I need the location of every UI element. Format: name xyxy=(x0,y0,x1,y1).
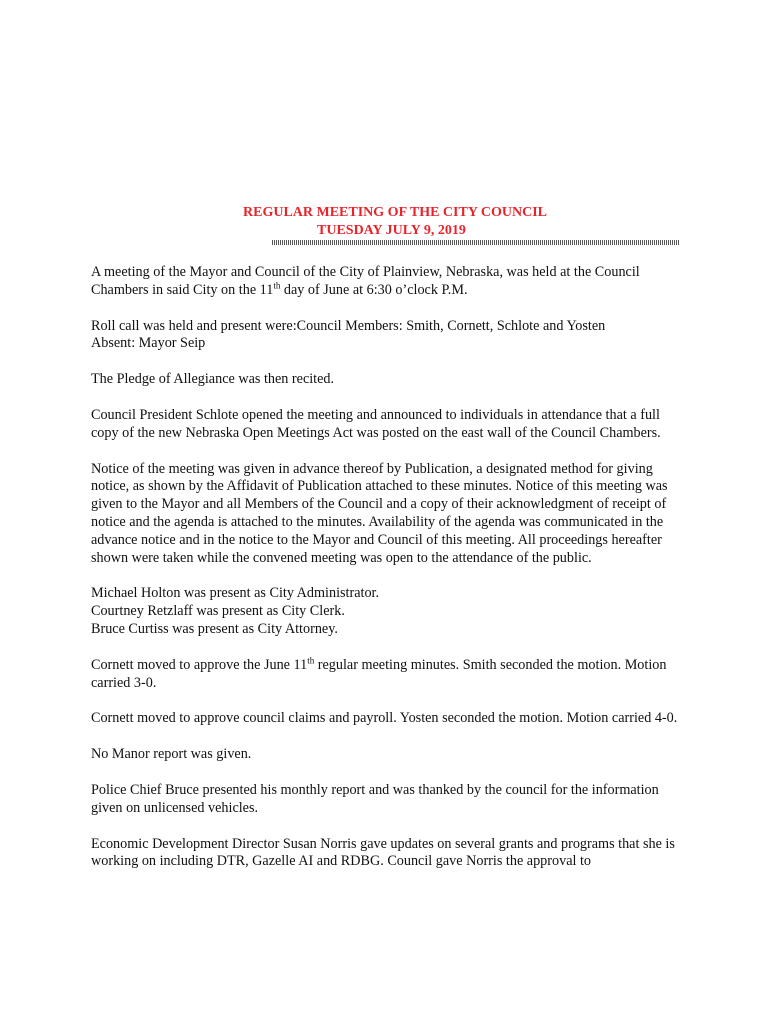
paragraph-police-report: Police Chief Bruce presented his monthly report and was thanked by the council for the information given on unlicensed vehicles. xyxy=(91,781,659,816)
paragraph-manor-report: No Manor report was given. xyxy=(91,746,252,763)
paragraph-officials-present: Michael Holton was present as City Administrator. Courtney Retzlaff was present as City Clerk. Bruce Curtiss was present as City Attorney. xyxy=(91,585,380,637)
paragraph-economic-development: Economic Development Director Susan Norris gave updates on several grants and programs that she is working on including DTR, Gazelle AI and RDBG. Council gave Norris the approval to xyxy=(91,835,675,870)
paragraph-open-meetings-act: Council President Schlote opened the meeting and announced to individuals in attendance that a full copy of the new Nebraska Open Meetings Act was posted on the east wall of the Council Chambers. xyxy=(91,406,661,441)
header-rule xyxy=(272,240,680,245)
minutes-body xyxy=(91,264,691,889)
paragraph-claims-payroll: Cornett moved to approve council claims and payroll. Yosten seconded the motion. Motion carried 4-0. xyxy=(91,710,678,727)
meeting-date: TUESDAY JULY 9, 2019 xyxy=(317,223,466,238)
paragraph-pledge: The Pledge of Allegiance was then recited. xyxy=(91,371,335,388)
meeting-title: REGULAR MEETING OF THE CITY COUNCIL xyxy=(243,205,548,220)
paragraph-minutes-approval: Cornett moved to approve the June 11th regular meeting minutes. Smith seconded the motion. Motion carried 3-0. xyxy=(91,655,667,691)
paragraph-notice: Notice of the meeting was given in advance thereof by Publication, a designated method for giving notice, as shown by the Affidavit of Publication attached to these minutes. Notice of this meeting was given to the Mayor and all Members of the Council and a copy of their acknowledgment of receipt of notice and the agenda is attached to the minutes. Availability of the agenda was communicated in the advance notice and in the notice to the Mayor and Council of this meeting. All proceedings hereafter shown were taken while the convened meeting was open to the attendance of the public. xyxy=(91,460,668,566)
paragraph-roll-call: Roll call was held and present were:Council Members: Smith, Cornett, Schlote and Yosten Absent: Mayor Seip xyxy=(91,317,606,352)
paragraph-meeting-info: A meeting of the Mayor and Council of the City of Plainview, Nebraska, was held at the Council Chambers in said City on the 11th day of June at 6:30 o’clock P.M. xyxy=(91,264,640,298)
